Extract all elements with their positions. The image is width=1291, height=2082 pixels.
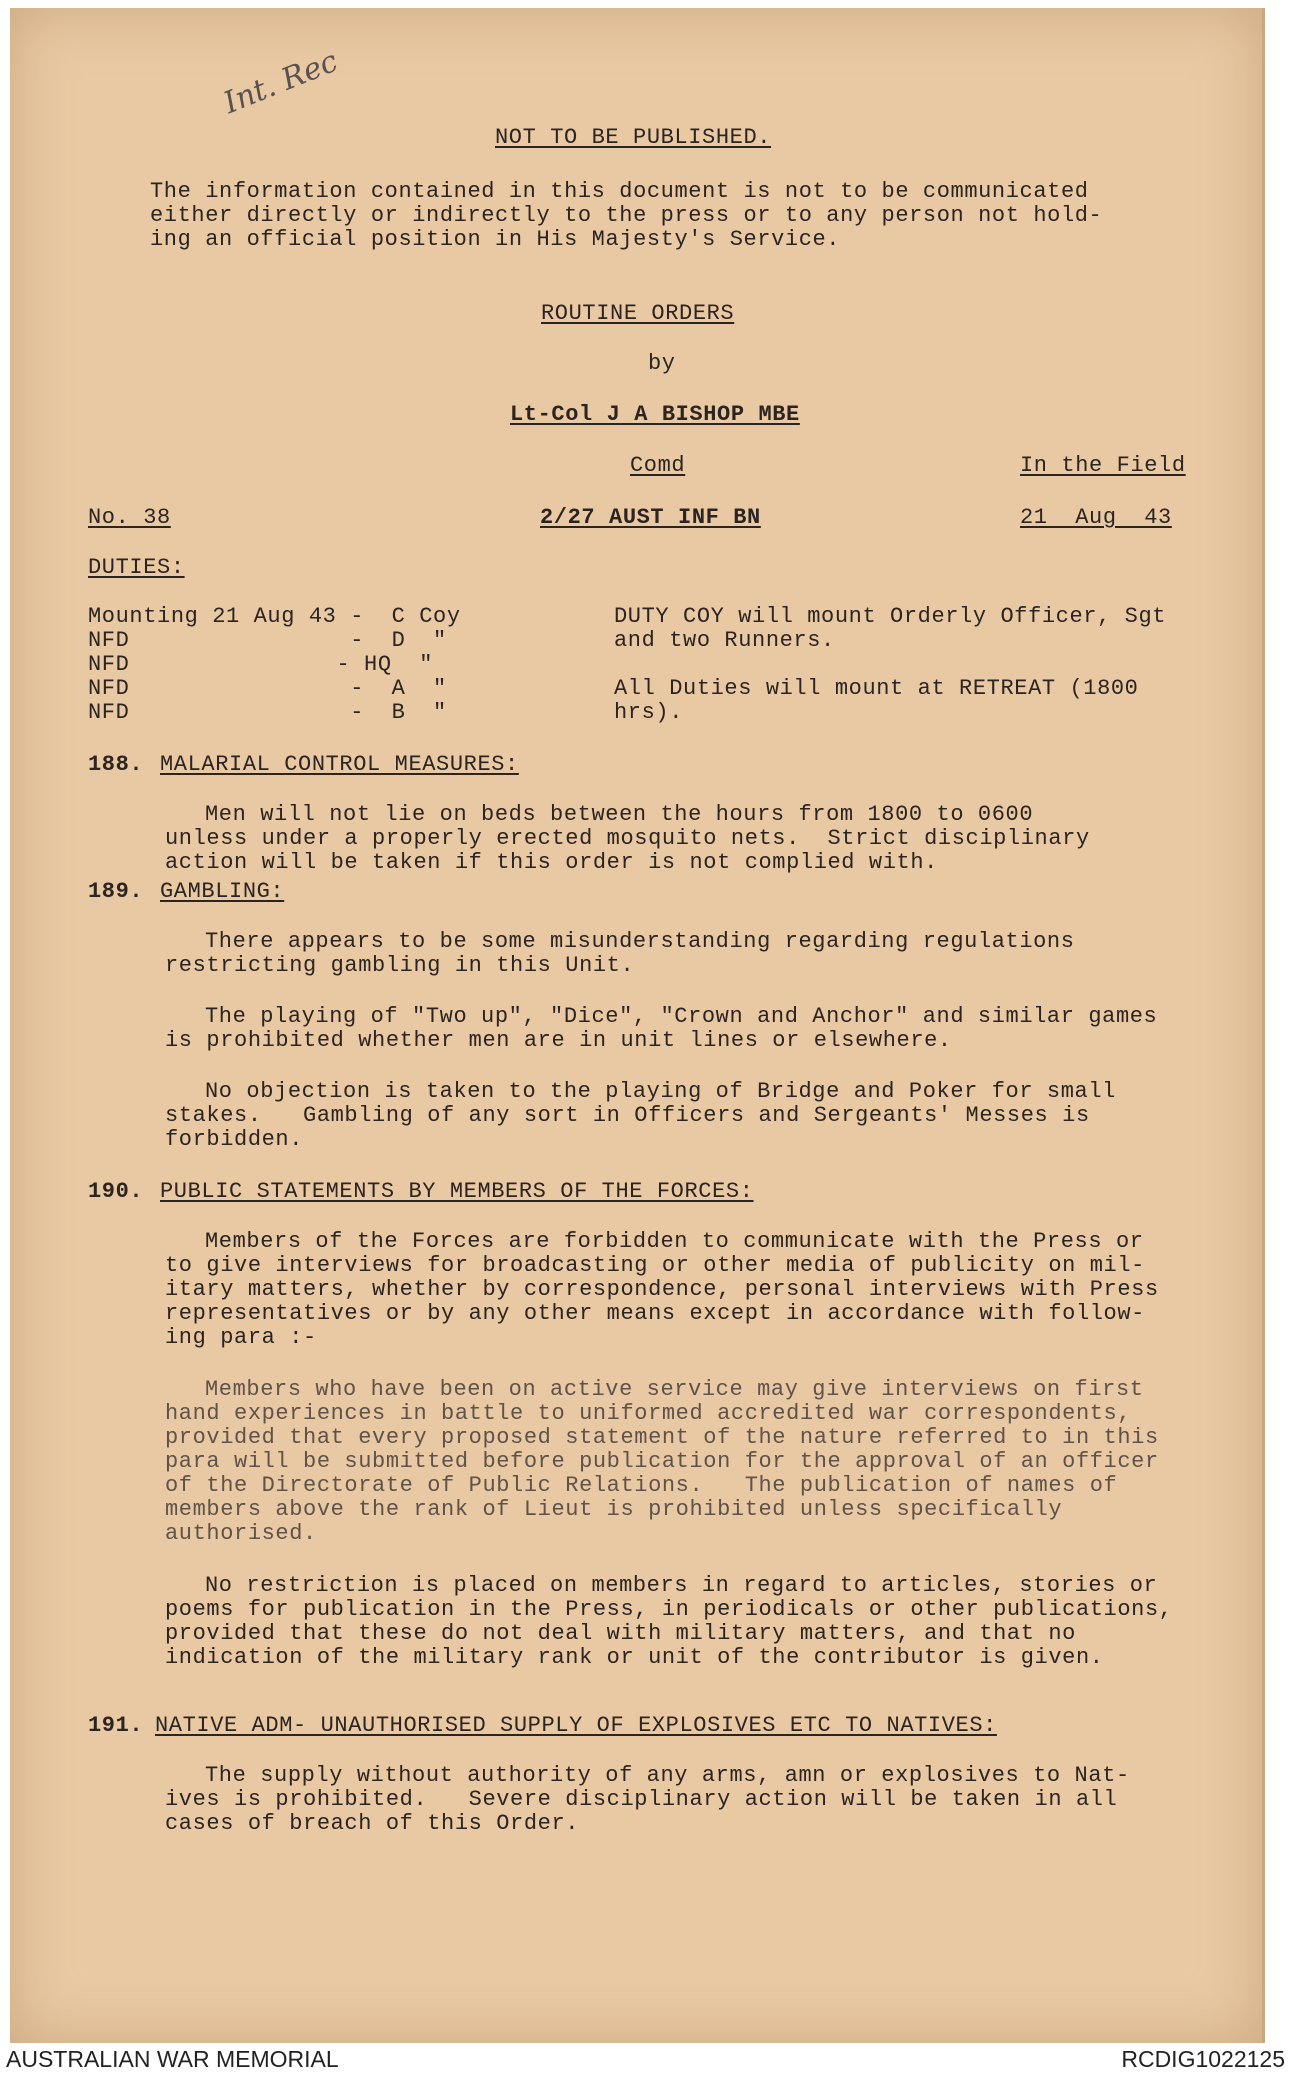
s190-p2-line-3: provided that every proposed statement of the nature referred to in this — [165, 1425, 1159, 1450]
s190-p1-line-3: itary matters, whether by correspondence, personal interviews with Press — [165, 1277, 1159, 1302]
s189-p3-line-1: No objection is taken to the playing of Bridge and Poker for small — [205, 1079, 1116, 1104]
s190-p3-line-3: provided that these do not deal with military matters, and that no — [165, 1621, 1076, 1646]
order-number: No. 38 — [88, 505, 171, 530]
s190-p3-line-2: poems for publication in the Press, in periodicals or other publications, — [165, 1597, 1173, 1622]
s190-p2-line-7: authorised. — [165, 1521, 317, 1546]
document-page — [10, 8, 1265, 2043]
footer-archive-name: AUSTRALIAN WAR MEMORIAL — [6, 2046, 339, 2072]
footer-record-id: RCDIG1022125 — [1121, 2046, 1285, 2072]
s188-line-2: unless under a properly erected mosquito nets. Strict disciplinary — [165, 826, 1090, 851]
s190-p2-line-6: members above the rank of Lieut is prohibited unless specifically — [165, 1497, 1063, 1522]
notice-line-2: either directly or indirectly to the press or to any person not hold- — [150, 203, 1103, 228]
s191-line-2: ives is prohibited. Severe disciplinary action will be taken in all — [165, 1787, 1118, 1812]
duty-coy-line-1: DUTY COY will mount Orderly Officer, Sgt — [614, 604, 1167, 629]
notice-line-1: The information contained in this document is not to be communicated — [150, 179, 1089, 204]
s190-p2-line-2: hand experiences in battle to uniformed accredited war correspondents, — [165, 1401, 1132, 1426]
duty-line-2: NFD - D " — [88, 628, 447, 653]
comd-label: Comd — [630, 453, 686, 478]
s190-p2-line-5: of the Directorate of Public Relations. The publication of names of — [165, 1473, 1118, 1498]
retreat-line-2: hrs). — [614, 700, 684, 725]
s190-p1-line-2: to give interviews for broadcasting or other media of publicity on mil- — [165, 1253, 1145, 1278]
document-title: ROUTINE ORDERS — [541, 301, 735, 326]
section-number-191: 191. — [88, 1713, 144, 1738]
section-number-190: 190. — [88, 1179, 144, 1204]
s190-p1-line-5: ing para :- — [165, 1325, 317, 1350]
s188-line-3: action will be taken if this order is not complied with. — [165, 850, 938, 875]
s191-line-3: cases of breach of this Order. — [165, 1811, 580, 1836]
notice-title: NOT TO BE PUBLISHED. — [495, 125, 772, 150]
author: Lt-Col J A BISHOP MBE — [510, 402, 800, 427]
notice-line-3: ing an official position in His Majesty's Service. — [150, 227, 841, 252]
s190-p3-line-1: No restriction is placed on members in regard to articles, stories or — [205, 1573, 1158, 1598]
s189-p2-line-2: is prohibited whether men are in unit lines or elsewhere. — [165, 1028, 952, 1053]
section-title-191: NATIVE ADM- UNAUTHORISED SUPPLY OF EXPLOSIVES ETC TO NATIVES: — [155, 1713, 997, 1738]
section-number-188: 188. — [88, 752, 144, 777]
section-number-189: 189. — [88, 879, 144, 904]
duty-coy-line-2: and two Runners. — [614, 628, 835, 653]
section-title-190: PUBLIC STATEMENTS BY MEMBERS OF THE FORCES: — [160, 1179, 754, 1204]
s189-p3-line-2: stakes. Gambling of any sort in Officers and Sergeants' Messes is — [165, 1103, 1090, 1128]
s189-p1-line-2: restricting gambling in this Unit. — [165, 953, 635, 978]
handwritten-annotation: Int. Rec — [218, 43, 343, 121]
retreat-line-1: All Duties will mount at RETREAT (1800 — [614, 676, 1139, 701]
s190-p2-line-4: para will be submitted before publication for the approval of an officer — [165, 1449, 1159, 1474]
duty-line-4: NFD - A " — [88, 676, 447, 701]
s189-p3-line-3: forbidden. — [165, 1127, 304, 1152]
s191-line-1: The supply without authority of any arms, amn or explosives to Nat- — [205, 1763, 1130, 1788]
unit-name: 2/27 AUST INF BN — [540, 505, 761, 530]
section-title-188: MALARIAL CONTROL MEASURES: — [160, 752, 519, 777]
s188-line-1: Men will not lie on beds between the hours from 1800 to 0600 — [205, 802, 1034, 827]
s190-p3-line-4: indication of the military rank or unit of the contributor is given. — [165, 1645, 1104, 1670]
s189-p2-line-1: The playing of "Two up", "Dice", "Crown and Anchor" and similar games — [205, 1004, 1158, 1029]
s189-p1-line-1: There appears to be some misunderstanding regarding regulations — [205, 929, 1075, 954]
by-line: by — [648, 351, 676, 376]
duty-line-5: NFD - B " — [88, 700, 447, 725]
location: In the Field — [1020, 453, 1186, 478]
order-date: 21 Aug 43 — [1020, 505, 1172, 530]
duty-line-3: NFD - HQ " — [88, 652, 434, 677]
duties-heading: DUTIES: — [88, 555, 185, 580]
s190-p1-line-1: Members of the Forces are forbidden to communicate with the Press or — [205, 1229, 1144, 1254]
s190-p2-line-1: Members who have been on active service may give interviews on first — [205, 1377, 1144, 1402]
duty-line-1: Mounting 21 Aug 43 - C Coy — [88, 604, 461, 629]
section-title-189: GAMBLING: — [160, 879, 285, 904]
s190-p1-line-4: representatives or by any other means except in accordance with follow- — [165, 1301, 1145, 1326]
